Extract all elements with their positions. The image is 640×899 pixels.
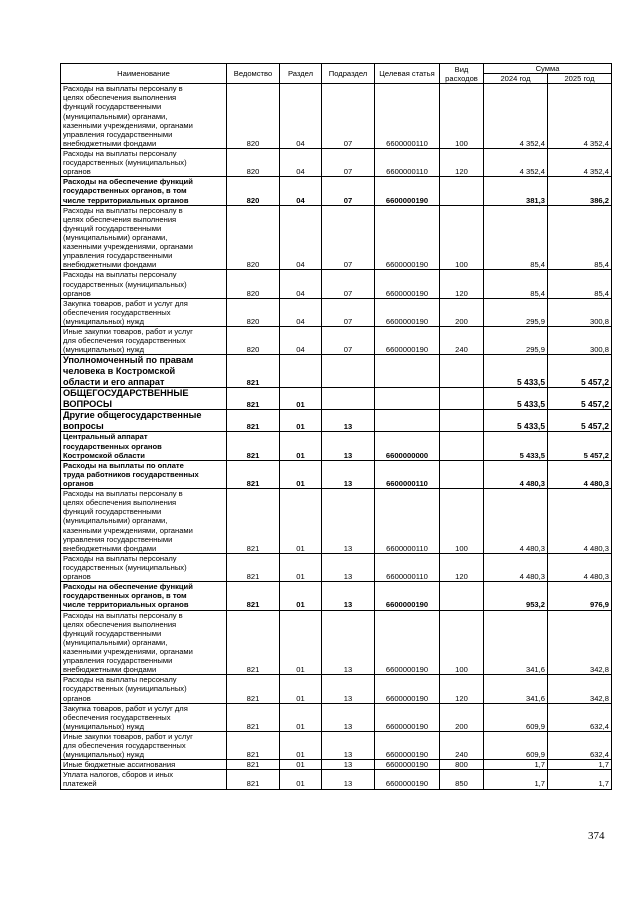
row-target: 6600000000 [375,432,440,460]
row-sum-2024: 953,2 [484,582,548,610]
row-sum-2024: 5 433,5 [484,410,548,432]
row-expense [440,177,484,205]
row-target: 6600000190 [375,270,440,298]
row-name: Иные бюджетные ассигнования [61,760,227,770]
row-section: 01 [280,770,322,789]
header-sum: Сумма [484,64,612,74]
row-expense: 200 [440,703,484,731]
row-sum-2025: 85,4 [548,270,612,298]
budget-table [60,63,612,790]
row-dept: 821 [227,582,280,610]
row-section: 01 [280,460,322,488]
row-section: 04 [280,84,322,149]
table-row [61,388,612,410]
row-name: Иные закупки товаров, работ и услуг для обеспечения государственных (муниципальных) нужд [61,731,227,759]
row-name: Расходы на выплаты персоналу государственных (муниципальных) органов [61,270,227,298]
row-name: Расходы на выплаты персоналу в целях обеспечения выполнения функций государственными (муниципальными) органами, казенными учреждениями, органами управления государственными внебюджетными фондами [61,610,227,675]
table-row [61,675,612,703]
row-section: 01 [280,731,322,759]
row-dept: 821 [227,355,280,388]
row-name: Уплата налогов, сборов и иных платежей [61,770,227,789]
row-target: 6600000190 [375,760,440,770]
row-section: 01 [280,432,322,460]
row-expense: 120 [440,148,484,176]
row-section: 01 [280,675,322,703]
row-subsection: 07 [322,177,375,205]
row-dept: 821 [227,675,280,703]
table-row [61,731,612,759]
row-name: Другие общегосударственные вопросы [61,410,227,432]
table-row [61,270,612,298]
row-section: 01 [280,760,322,770]
row-sum-2025: 4 352,4 [548,84,612,149]
row-target: 6600000190 [375,610,440,675]
row-sum-2025: 85,4 [548,205,612,270]
row-expense: 100 [440,610,484,675]
row-dept: 821 [227,410,280,432]
row-name: Центральный аппарат государственных органов Костромской области [61,432,227,460]
row-name: Расходы на выплаты персоналу в целях обеспечения выполнения функций государственными (муниципальными) органами, казенными учреждениями, органами управления государственными внебюджетными фондами [61,205,227,270]
row-subsection: 07 [322,148,375,176]
row-dept: 820 [227,205,280,270]
row-subsection: 07 [322,327,375,355]
row-subsection: 13 [322,610,375,675]
row-dept: 821 [227,760,280,770]
row-dept: 820 [227,148,280,176]
row-name: Расходы на выплаты персоналу государственных (муниципальных) органов [61,148,227,176]
row-expense: 120 [440,553,484,581]
row-target: 6600000110 [375,84,440,149]
row-section: 01 [280,489,322,554]
table-row [61,355,612,388]
row-sum-2024: 4 480,3 [484,460,548,488]
row-sum-2024: 1,7 [484,760,548,770]
row-sum-2025: 632,4 [548,731,612,759]
table-row [61,177,612,205]
header-2025: 2025 год [548,74,612,84]
row-target [375,410,440,432]
row-target: 6600000190 [375,327,440,355]
row-dept: 821 [227,460,280,488]
row-subsection: 07 [322,205,375,270]
table-row [61,84,612,149]
row-expense: 800 [440,760,484,770]
row-section [280,355,322,388]
row-sum-2024: 85,4 [484,270,548,298]
row-section: 01 [280,703,322,731]
row-dept: 821 [227,731,280,759]
row-section: 04 [280,327,322,355]
header-expense: Вид расходов [440,64,484,84]
row-sum-2024: 4 352,4 [484,84,548,149]
row-name: Расходы на обеспечение функций государственных органов, в том числе территориальных органов [61,177,227,205]
row-sum-2024: 341,6 [484,610,548,675]
row-sum-2025: 1,7 [548,760,612,770]
row-subsection: 13 [322,432,375,460]
row-section: 01 [280,388,322,410]
row-dept: 820 [227,84,280,149]
row-sum-2025: 342,8 [548,675,612,703]
row-sum-2024: 609,9 [484,703,548,731]
table-row [61,148,612,176]
row-expense: 100 [440,489,484,554]
row-dept: 821 [227,489,280,554]
row-dept: 821 [227,610,280,675]
table-row [61,460,612,488]
row-sum-2025: 4 352,4 [548,148,612,176]
row-dept: 821 [227,770,280,789]
row-expense: 240 [440,731,484,759]
row-sum-2025: 4 480,3 [548,553,612,581]
row-sum-2025: 300,8 [548,298,612,326]
row-name: Расходы на выплаты персоналу государственных (муниципальных) органов [61,675,227,703]
row-subsection: 13 [322,675,375,703]
row-dept: 820 [227,327,280,355]
row-target: 6600000110 [375,553,440,581]
page-number: 374 [588,830,605,842]
row-name: Закупка товаров, работ и услуг для обеспечения государственных (муниципальных) нужд [61,298,227,326]
row-dept: 821 [227,703,280,731]
row-name: Иные закупки товаров, работ и услуг для обеспечения государственных (муниципальных) нужд [61,327,227,355]
row-sum-2025: 5 457,2 [548,432,612,460]
row-sum-2024: 1,7 [484,770,548,789]
table-row [61,770,612,789]
row-sum-2024: 4 480,3 [484,489,548,554]
header-dept: Ведомство [227,64,280,84]
header-name: Наименование [61,64,227,84]
row-name: Расходы на выплаты по оплате труда работников государственных органов [61,460,227,488]
row-dept: 820 [227,298,280,326]
table-row [61,610,612,675]
row-sum-2024: 5 433,5 [484,432,548,460]
row-dept: 821 [227,553,280,581]
row-name: Расходы на обеспечение функций государственных органов, в том числе территориальных органов [61,582,227,610]
row-name: Расходы на выплаты персоналу в целях обеспечения выполнения функций государственными (муниципальными) органами, казенными учреждениями, органами управления государственными внебюджетными фондами [61,84,227,149]
row-subsection: 13 [322,703,375,731]
row-subsection [322,388,375,410]
row-dept: 820 [227,177,280,205]
row-sum-2025: 342,8 [548,610,612,675]
row-subsection: 13 [322,770,375,789]
row-subsection: 07 [322,84,375,149]
row-expense [440,432,484,460]
row-section: 04 [280,177,322,205]
row-target: 6600000190 [375,770,440,789]
row-sum-2025: 4 480,3 [548,489,612,554]
row-target: 6600000190 [375,205,440,270]
table-row [61,298,612,326]
row-target: 6600000190 [375,731,440,759]
table-row [61,703,612,731]
row-expense: 240 [440,327,484,355]
row-section: 01 [280,582,322,610]
table-row [61,760,612,770]
header-2024: 2024 год [484,74,548,84]
table-row [61,489,612,554]
row-subsection: 13 [322,731,375,759]
row-sum-2024: 4 352,4 [484,148,548,176]
row-sum-2025: 5 457,2 [548,410,612,432]
row-expense [440,460,484,488]
row-name: Закупка товаров, работ и услуг для обеспечения государственных (муниципальных) нужд [61,703,227,731]
row-subsection: 13 [322,553,375,581]
row-target: 6600000110 [375,148,440,176]
row-section: 04 [280,205,322,270]
row-target [375,355,440,388]
row-expense: 120 [440,270,484,298]
row-dept: 820 [227,270,280,298]
row-expense: 100 [440,84,484,149]
row-target: 6600000190 [375,703,440,731]
row-sum-2024: 5 433,5 [484,388,548,410]
row-sum-2024: 295,9 [484,298,548,326]
row-section: 04 [280,270,322,298]
row-subsection: 07 [322,298,375,326]
row-name: Расходы на выплаты персоналу государственных (муниципальных) органов [61,553,227,581]
header-target: Целевая статья [375,64,440,84]
row-target: 6600000190 [375,582,440,610]
row-sum-2025: 976,9 [548,582,612,610]
row-sum-2025: 5 457,2 [548,355,612,388]
row-subsection: 13 [322,410,375,432]
row-section: 04 [280,148,322,176]
row-name: Расходы на выплаты персоналу в целях обеспечения выполнения функций государственными (муниципальными) органами, казенными учреждениями, органами управления государственными внебюджетными фондами [61,489,227,554]
row-sum-2025: 300,8 [548,327,612,355]
row-sum-2024: 381,3 [484,177,548,205]
row-name: Уполномоченный по правам человека в Костромской области и его аппарат [61,355,227,388]
row-dept: 821 [227,388,280,410]
table-row [61,553,612,581]
row-sum-2025: 386,2 [548,177,612,205]
row-expense: 120 [440,675,484,703]
table-body [61,84,612,789]
row-target: 6600000190 [375,177,440,205]
row-expense [440,388,484,410]
header-subsection: Подраздел [322,64,375,84]
row-expense: 850 [440,770,484,789]
row-sum-2024: 295,9 [484,327,548,355]
row-target: 6600000190 [375,675,440,703]
row-name: ОБЩЕГОСУДАРСТВЕННЫЕ ВОПРОСЫ [61,388,227,410]
row-target: 6600000110 [375,489,440,554]
table-row [61,410,612,432]
row-expense [440,582,484,610]
row-expense [440,410,484,432]
row-section: 01 [280,610,322,675]
row-target: 6600000190 [375,298,440,326]
table-row [61,582,612,610]
row-subsection: 13 [322,460,375,488]
row-expense [440,355,484,388]
table-row [61,205,612,270]
row-subsection: 13 [322,489,375,554]
row-subsection: 13 [322,582,375,610]
row-subsection: 13 [322,760,375,770]
row-subsection: 07 [322,270,375,298]
row-sum-2025: 632,4 [548,703,612,731]
table-row [61,327,612,355]
row-section: 04 [280,298,322,326]
row-sum-2024: 5 433,5 [484,355,548,388]
header-section: Раздел [280,64,322,84]
row-sum-2025: 5 457,2 [548,388,612,410]
row-section: 01 [280,410,322,432]
row-sum-2024: 85,4 [484,205,548,270]
row-sum-2024: 341,6 [484,675,548,703]
row-sum-2024: 4 480,3 [484,553,548,581]
row-sum-2024: 609,9 [484,731,548,759]
row-expense: 200 [440,298,484,326]
row-sum-2025: 4 480,3 [548,460,612,488]
row-target: 6600000110 [375,460,440,488]
row-subsection [322,355,375,388]
row-target [375,388,440,410]
table-row [61,432,612,460]
row-sum-2025: 1,7 [548,770,612,789]
row-dept: 821 [227,432,280,460]
row-section: 01 [280,553,322,581]
row-expense: 100 [440,205,484,270]
